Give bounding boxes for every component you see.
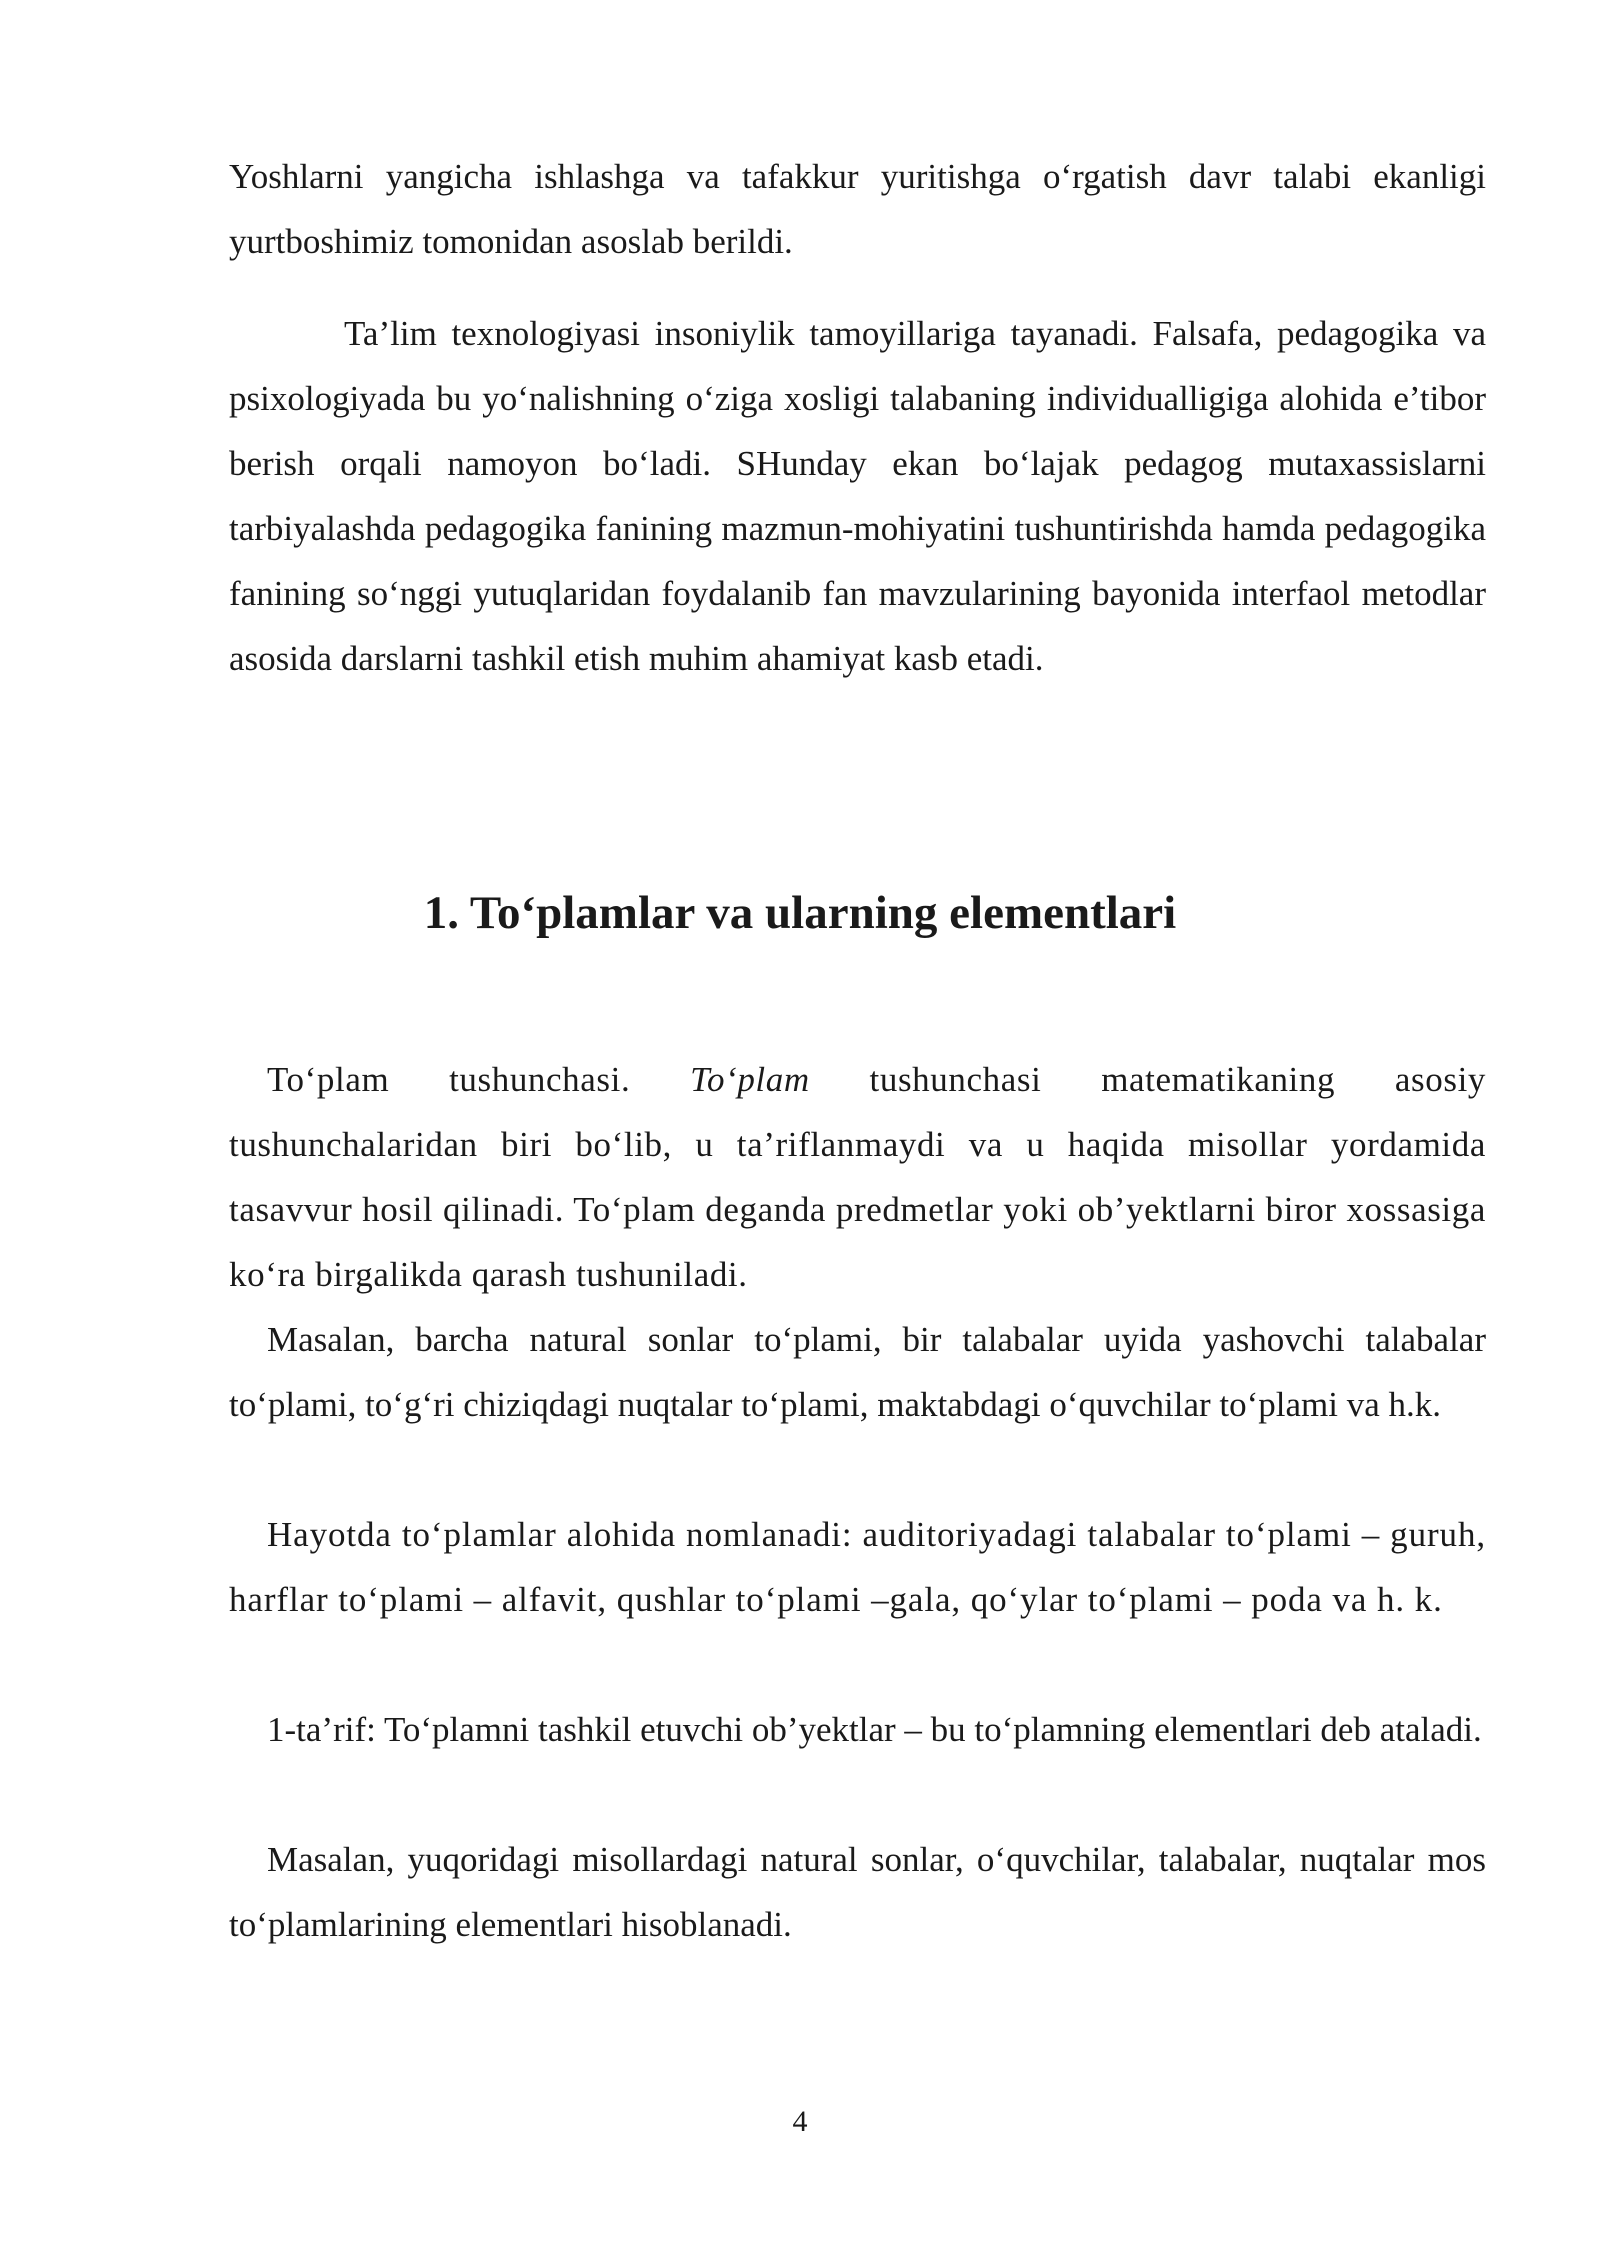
rule-paragraph: 1-ta’rif: To‘plamni tashkil etuvchi ob’yektlar – bu to‘plamning elementlari deb ataladi. [267, 1710, 1482, 1749]
naming-paragraph: Hayotda to‘plamlar alohida nomlanadi: auditoriyadagi talabalar to‘plami – guruh, harflar to‘plami – alfavit, qushlar to‘plami –gala, qo‘ylar to‘plami – poda va h. k. [229, 1515, 1486, 1619]
elements-paragraph: Masalan, yuqoridagi misollardagi natural sonlar, o‘quvchilar, talabalar, nuqtalar mos to‘plamlarining elementlari hisoblanadi. [229, 1840, 1486, 1944]
example-paragraph: Masalan, barcha natural sonlar to‘plami, bir talabalar uyida yashovchi talabalar to‘plami, to‘g‘ri chiziqdagi nuqtalar to‘plami, maktabdagi o‘quvchilar to‘plami va h.k. [229, 1320, 1486, 1424]
definition-paragraph [229, 1047, 1486, 1307]
section-heading: 1. To‘plamlar va ularning elementlari [423, 887, 1177, 939]
definition-lead: To‘plam tushunchasi. [267, 1060, 691, 1099]
intro-paragraph: Yoshlarni yangicha ishlashga va tafakkur yuritishga o‘rgatish davr talabi ekanligi yurtboshimiz tomonidan asoslab berildi. [229, 157, 1486, 261]
technology-paragraph: Ta’lim texnologiyasi insoniylik tamoyillariga tayanadi. Falsafa, pedagogika va psixologiyada bu yo‘nalishning o‘ziga xosligi talabaning individualligiga alohida e’tibor berish orqali namoyon bo‘ladi. SHunday ekan bo‘lajak pedagog mutaxassislarni tarbiyalashda pedagogika fanining mazmun-mohiyatini tushuntirishda hamda pedagogika fanining so‘nggi yutuqlaridan foydalanib fan mavzularining bayonida interfaol metodlar asosida darslarni tashkil etish muhim ahamiyat kasb etadi. [229, 314, 1486, 678]
definition-body: tushunchasi matematikaning asosiy tushunchalaridan biri bo‘lib, u ta’riflanmaydi va u haqida misollar yordamida tasavvur hosil qilinadi. To‘plam deganda predmetlar yoki ob’yektlarni biror xossasiga ko‘ra birgalikda qarash tushuniladi. [229, 1060, 1486, 1294]
page-number: 4 [792, 2105, 808, 2138]
definition-term: To‘plam [690, 1060, 810, 1099]
